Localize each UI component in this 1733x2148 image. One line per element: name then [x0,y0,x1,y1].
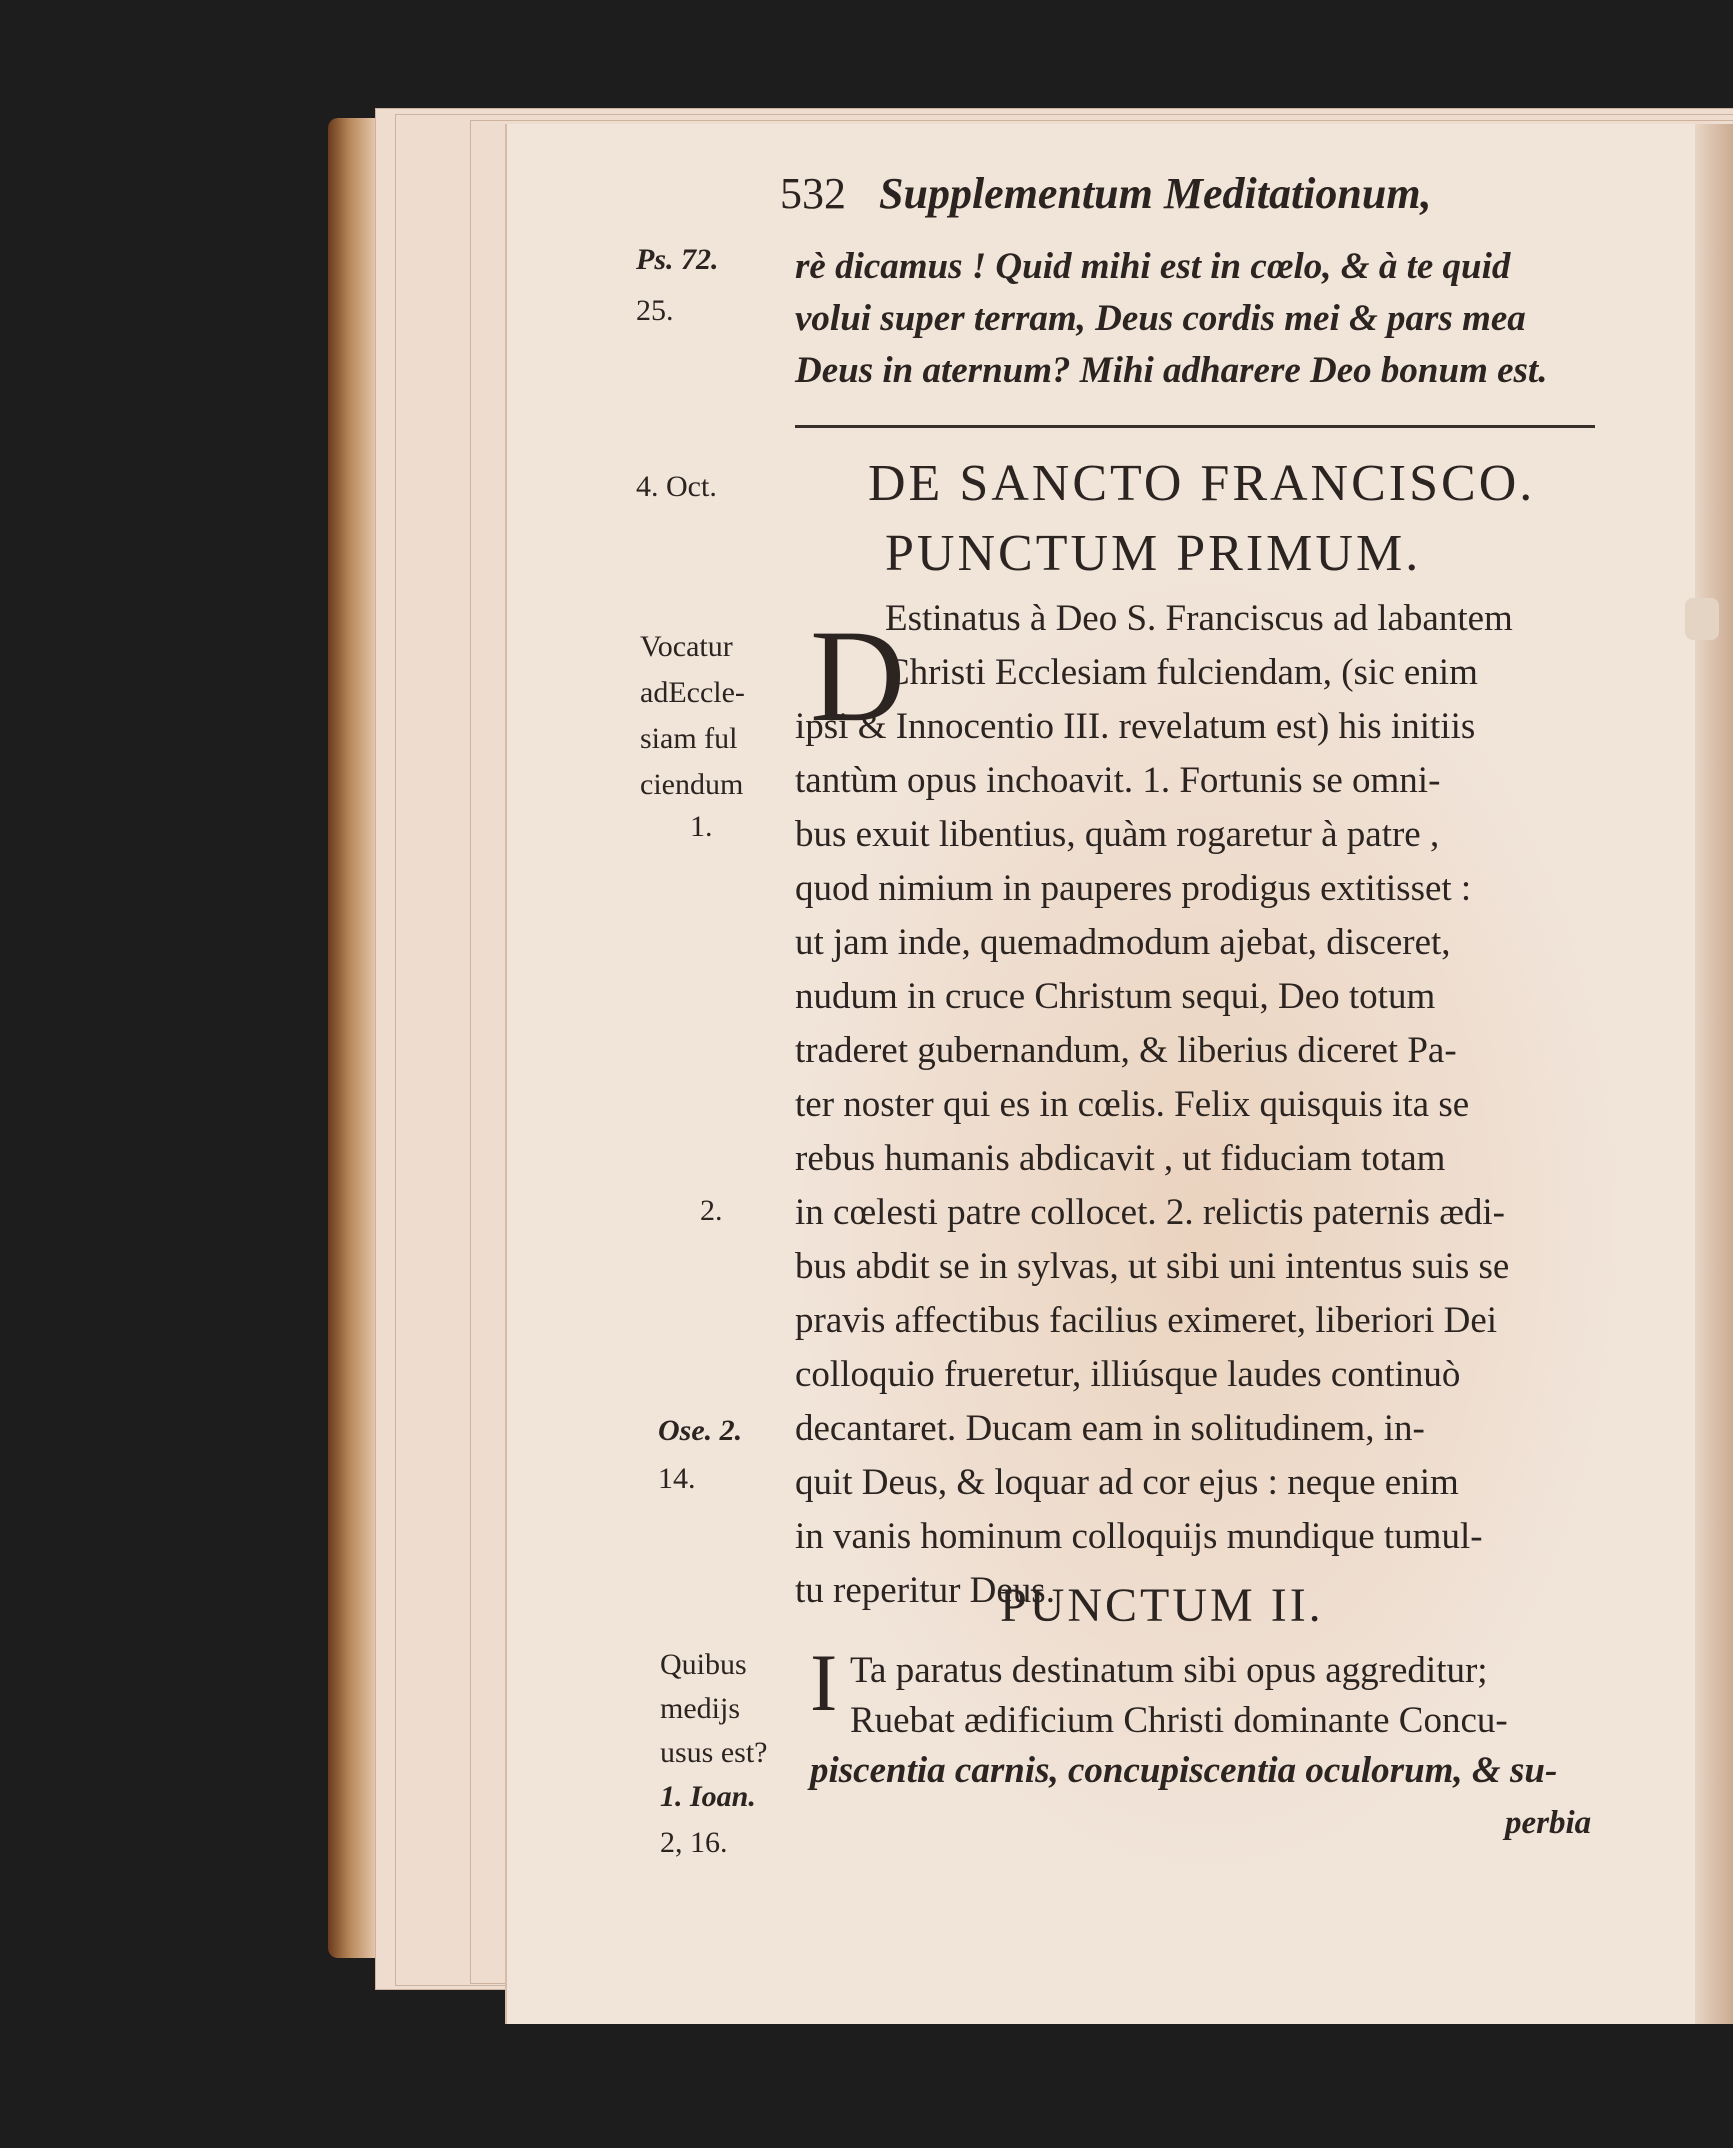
text-line: colloquio frueretur, illiúsque laudes continuò [795,1354,1461,1395]
drop-capital: D [810,602,906,749]
margin-ref: Ose. 2. [658,1414,743,1447]
drop-capital: I [810,1637,838,1728]
text-line: quod nimium in pauperes prodigus extitisset : [795,868,1472,909]
text-line: volui super terram, Deus cordis mei & pars mea [795,298,1526,339]
margin-note: 1. [690,810,713,843]
margin-note: siam ful [640,722,738,755]
text-line: ter noster qui es in cœlis. Felix quisquis ita se [795,1084,1470,1125]
text-line: pravis affectibus facilius eximeret, liberiori Dei [795,1300,1498,1341]
text-line: rebus humanis abdicavit , ut fiduciam totam [795,1138,1446,1179]
page-tab-marker [1685,598,1719,640]
margin-ref: 25. [636,294,674,327]
text-line: tantùm opus inchoavit. 1. Fortunis se omni- [795,760,1441,801]
text-line: rè dicamus ! Quid mihi est in cœlo, & à te quid [795,246,1511,287]
text-line: Christi Ecclesiam fulciendam, (sic enim [885,652,1478,693]
text-line: in vanis hominum colloquijs mundique tumul- [795,1516,1483,1557]
text-line: ipsi & Innocentio III. revelatum est) his initiis [795,706,1476,747]
date-note: 4. Oct. [636,470,717,503]
section-subtitle: PUNCTUM II. [1000,1579,1324,1632]
text-line: bus abdit se in sylvas, ut sibi uni intentus suis se [795,1246,1510,1287]
page-number: 532 [780,169,846,218]
margin-note: usus est? [660,1736,768,1769]
text-line: traderet gubernandum, & liberius diceret Pa- [795,1030,1457,1071]
margin-note: ciendum [640,768,744,801]
running-header [780,168,1600,228]
margin-note: Vocatur [640,630,733,663]
text-line: tu reperitur Deus. [795,1570,1055,1611]
margin-ref: Ps. 72. [636,243,719,276]
margin-note: Quibus [660,1648,747,1681]
text-line: nudum in cruce Christum sequi, Deo totum [795,976,1436,1017]
margin-ref: 14. [658,1462,696,1495]
catchword: perbia [1505,1805,1592,1841]
text-line: ut jam inde, quemadmodum ajebat, disceret, [795,922,1451,963]
text-line: piscentia carnis, concupiscentia oculorum, & su- [810,1750,1558,1791]
running-head-title: Supplementum Meditationum, [879,169,1432,218]
text-line: Estinatus à Deo S. Franciscus ad labantem [885,598,1513,639]
text-line: decantaret. Ducam eam in solitudinem, in- [795,1408,1425,1449]
section-title: DE SANCTO FRANCISCO. [868,455,1536,512]
text-line: quit Deus, & loquar ad cor ejus : neque enim [795,1462,1459,1503]
margin-ref: 1. Ioan. [660,1780,756,1813]
text-line: bus exuit libentius, quàm rogaretur à patre , [795,814,1440,855]
text-line: in cœlesti patre collocet. 2. relictis paternis ædi- [795,1192,1505,1233]
text-line: Ta paratus destinatum sibi opus aggreditur; [850,1650,1488,1691]
text-line: Deus in aternum? Mihi adharere Deo bonum est. [795,350,1548,391]
section-rule [795,425,1595,428]
section-subtitle: PUNCTUM PRIMUM. [885,525,1422,582]
margin-note: medijs [660,1692,740,1725]
page-gutter [1695,124,1733,2024]
margin-note: 2. [700,1194,723,1227]
margin-note: adEccle- [640,676,745,709]
text-line: Ruebat ædificium Christi dominante Concu- [850,1700,1508,1741]
margin-ref: 2, 16. [660,1826,728,1859]
